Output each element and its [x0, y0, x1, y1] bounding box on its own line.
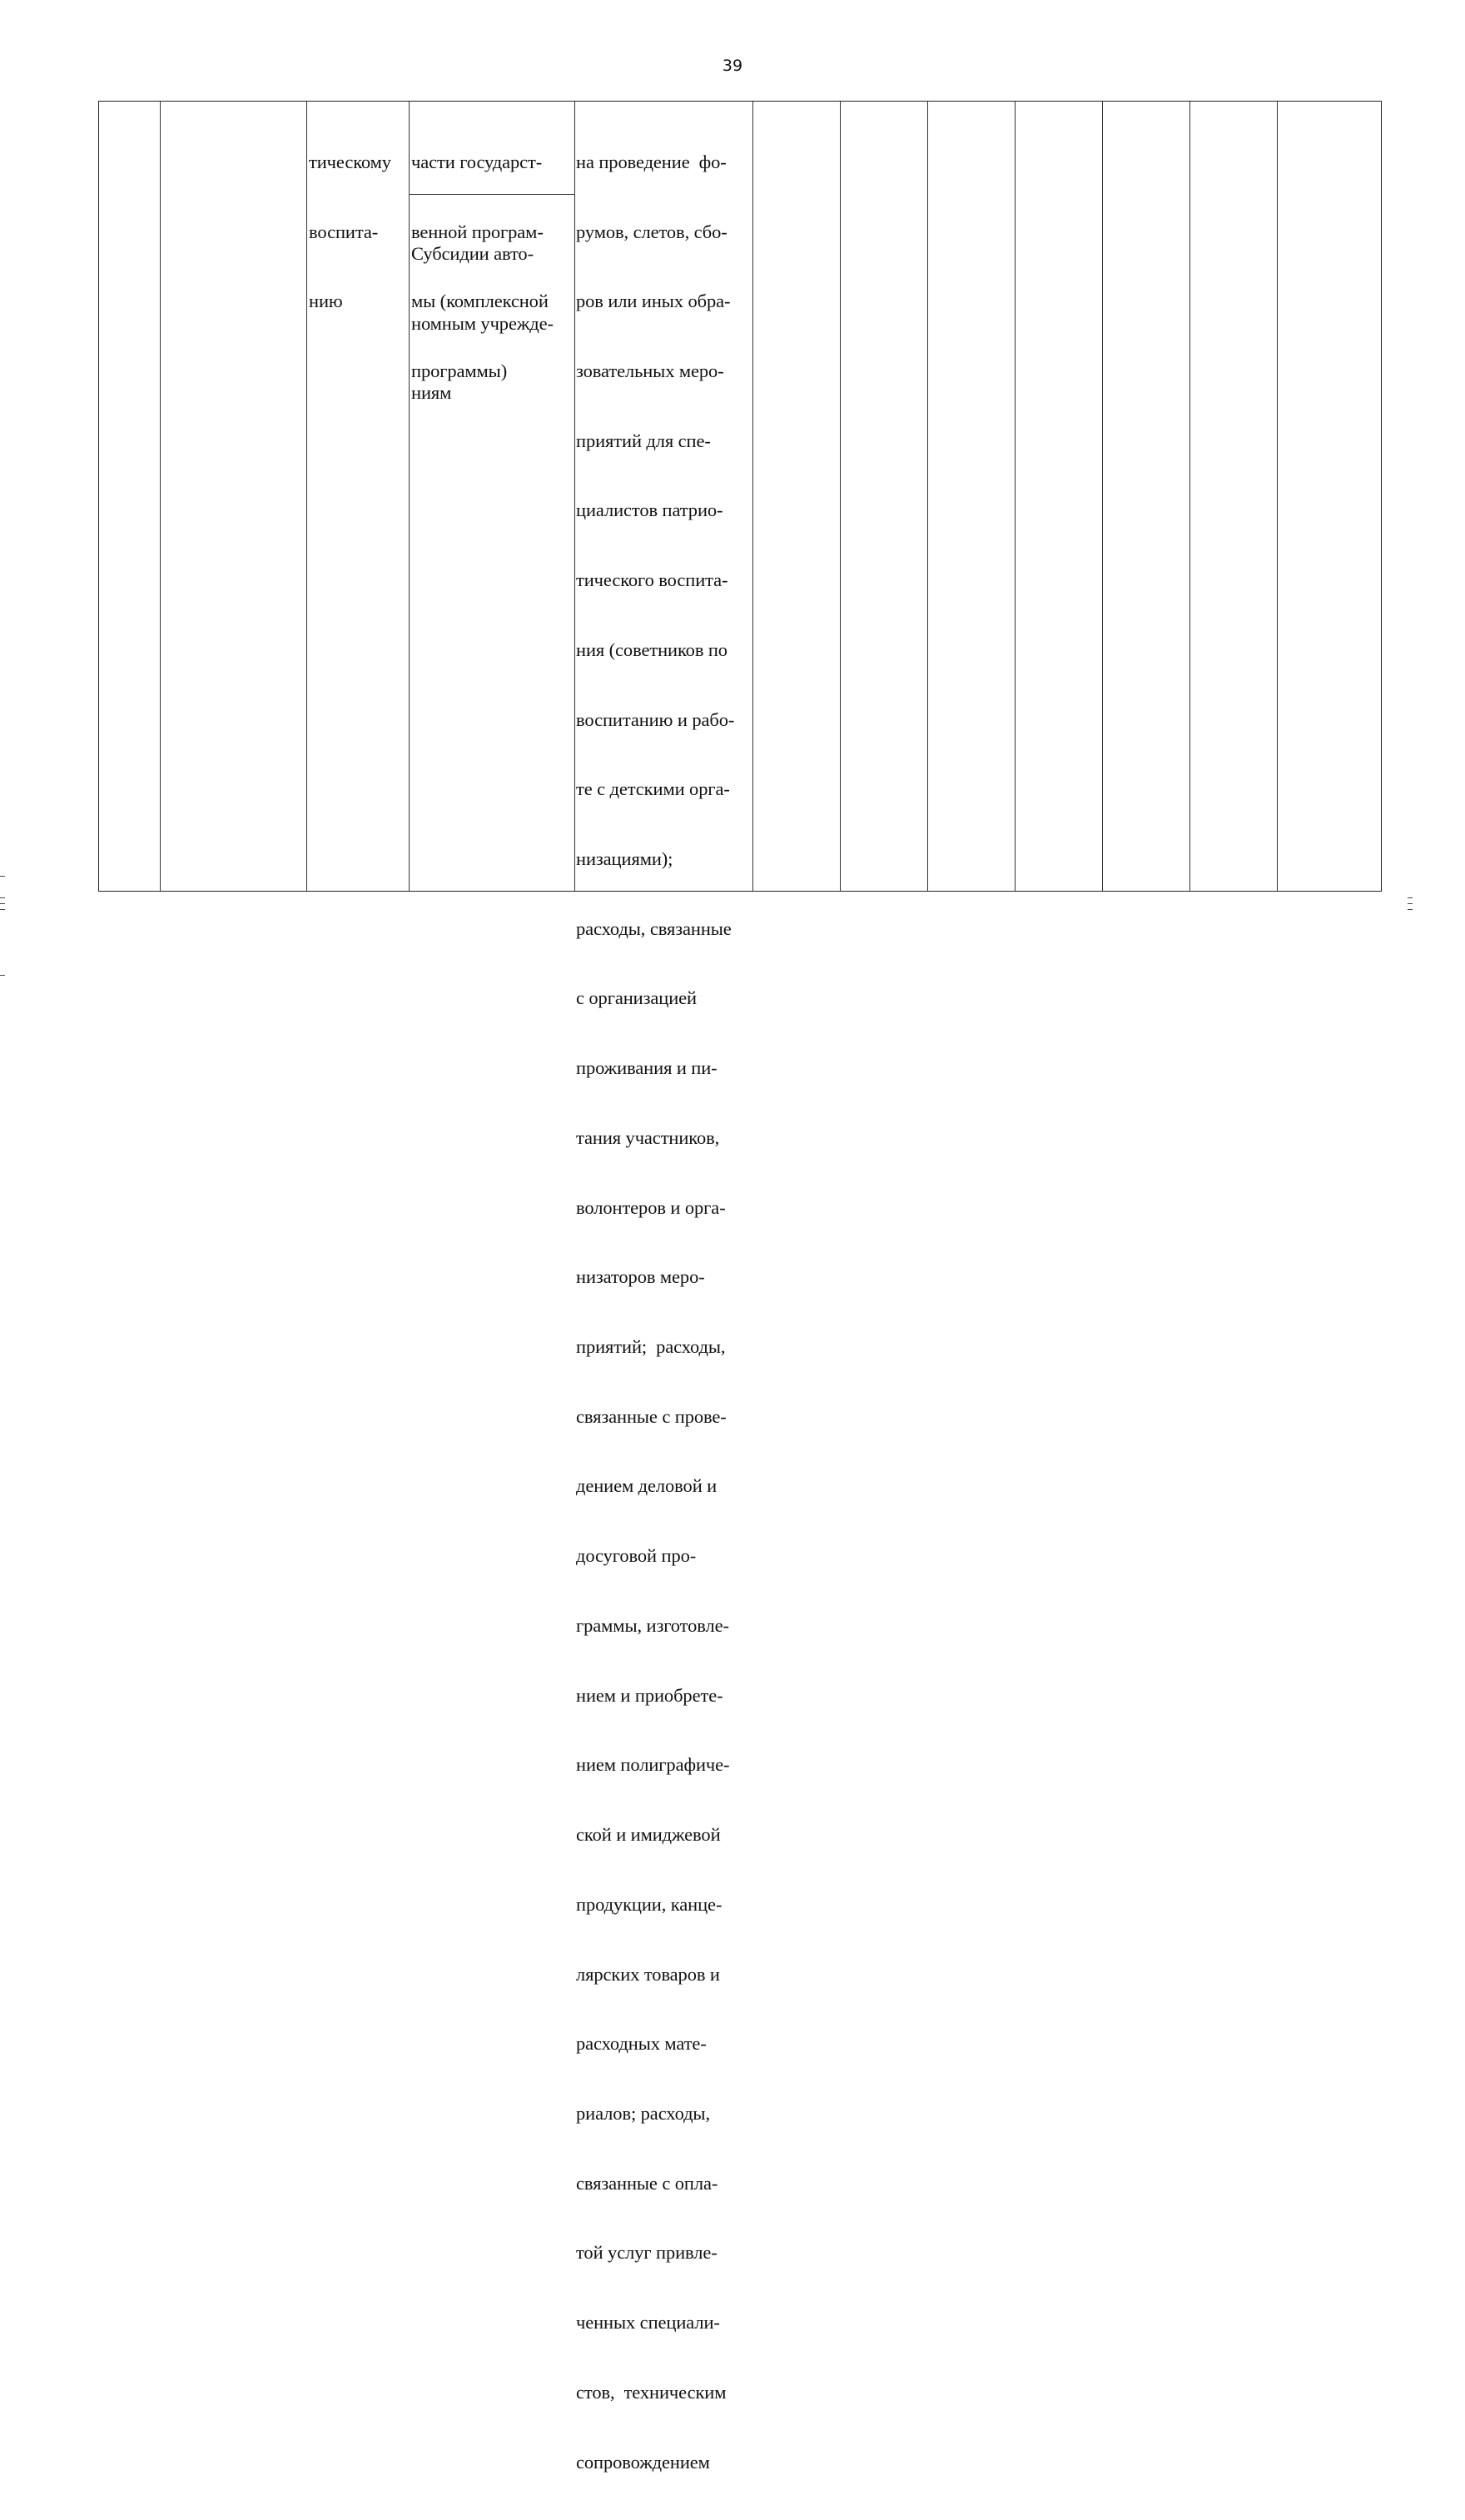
- description-line: связанные с опла-: [576, 2172, 718, 2194]
- description-line: румов, слетов, сбо-: [576, 221, 728, 242]
- scan-margin-mark: [0, 903, 5, 904]
- scan-margin-mark: [0, 897, 5, 898]
- description-line: риалов; расходы,: [576, 2102, 710, 2124]
- purpose-line: воспита-: [309, 221, 379, 242]
- description-line: проживания и пи-: [576, 1057, 718, 1079]
- description-line: граммы, изготовле-: [576, 1614, 729, 1636]
- subsidy-line: номным учрежде-: [411, 312, 554, 334]
- column-divider: [1189, 102, 1190, 891]
- description-line: расходы, связанные: [576, 917, 732, 939]
- budget-table: [98, 101, 1382, 2473]
- program-line: части государст-: [411, 151, 543, 172]
- column-divider: [1015, 102, 1016, 891]
- description-line: воспитанию и рабо-: [576, 708, 735, 730]
- program-line: мы (комплексной: [411, 291, 549, 312]
- column-divider: [927, 102, 928, 891]
- description-line: досуговой про-: [576, 1545, 697, 1567]
- scan-margin-mark: [1408, 897, 1413, 898]
- description-line: с организацией: [576, 987, 697, 1009]
- description-line: ской и имиджевой: [576, 1824, 721, 1846]
- column-divider: [574, 102, 575, 891]
- program-line: венной програм-: [411, 221, 544, 242]
- description-line: стов, техническим: [576, 2381, 727, 2403]
- description-line: лярских товаров и: [576, 1963, 720, 1985]
- expense-description-cell: [576, 104, 734, 2520]
- column-divider: [409, 102, 410, 891]
- scan-margin-mark: [1408, 903, 1413, 904]
- column-divider: [306, 102, 307, 891]
- description-line: нием и приобрете-: [576, 1684, 723, 1706]
- description-line: дением деловой и: [576, 1475, 718, 1497]
- column-divider: [752, 102, 753, 891]
- description-line: ров или иных обра-: [576, 291, 731, 312]
- column-divider: [840, 102, 841, 891]
- description-line: связанные с прове-: [576, 1405, 727, 1427]
- column-divider: [160, 102, 161, 891]
- scan-margin-mark: [0, 909, 5, 910]
- description-line: расходных мате-: [576, 2033, 707, 2055]
- purpose-line: тическому: [309, 151, 391, 172]
- column-divider: [1102, 102, 1103, 891]
- page-number: 39: [722, 57, 743, 75]
- description-line: тического воспита-: [576, 569, 728, 591]
- purpose-line: нию: [309, 291, 343, 312]
- subsidy-line: Субсидии авто-: [411, 242, 534, 264]
- description-line: волонтеров и орга-: [576, 1196, 726, 1218]
- description-line: ния (советников по: [576, 639, 728, 660]
- subsidy-line: ниям: [411, 382, 452, 404]
- subsidy-type-cell: [411, 196, 554, 451]
- scan-margin-mark: [0, 876, 5, 877]
- description-line: нием полиграфиче-: [576, 1754, 730, 1776]
- description-line: продукции, канце-: [576, 1893, 723, 1915]
- program-line: программы): [411, 360, 508, 381]
- description-line: той услуг привле-: [576, 2242, 718, 2264]
- description-line: на проведение фо-: [576, 151, 727, 172]
- description-line: приятий для спе-: [576, 430, 711, 451]
- description-line: низациями);: [576, 848, 673, 869]
- description-line: сопровождением: [576, 2451, 710, 2473]
- description-line: ченных специали-: [576, 2312, 720, 2334]
- description-line: низаторов меро-: [576, 1266, 705, 1288]
- purpose-cell: [309, 104, 391, 360]
- description-line: те с детскими орга-: [576, 778, 730, 800]
- description-line: тания участников,: [576, 1126, 720, 1148]
- description-line: приятий; расходы,: [576, 1336, 726, 1358]
- description-line: циалистов патрио-: [576, 500, 723, 521]
- scan-margin-mark: [1408, 909, 1413, 910]
- column-divider: [1277, 102, 1278, 891]
- scan-margin-mark: [0, 975, 5, 976]
- description-line: зовательных меро-: [576, 360, 724, 381]
